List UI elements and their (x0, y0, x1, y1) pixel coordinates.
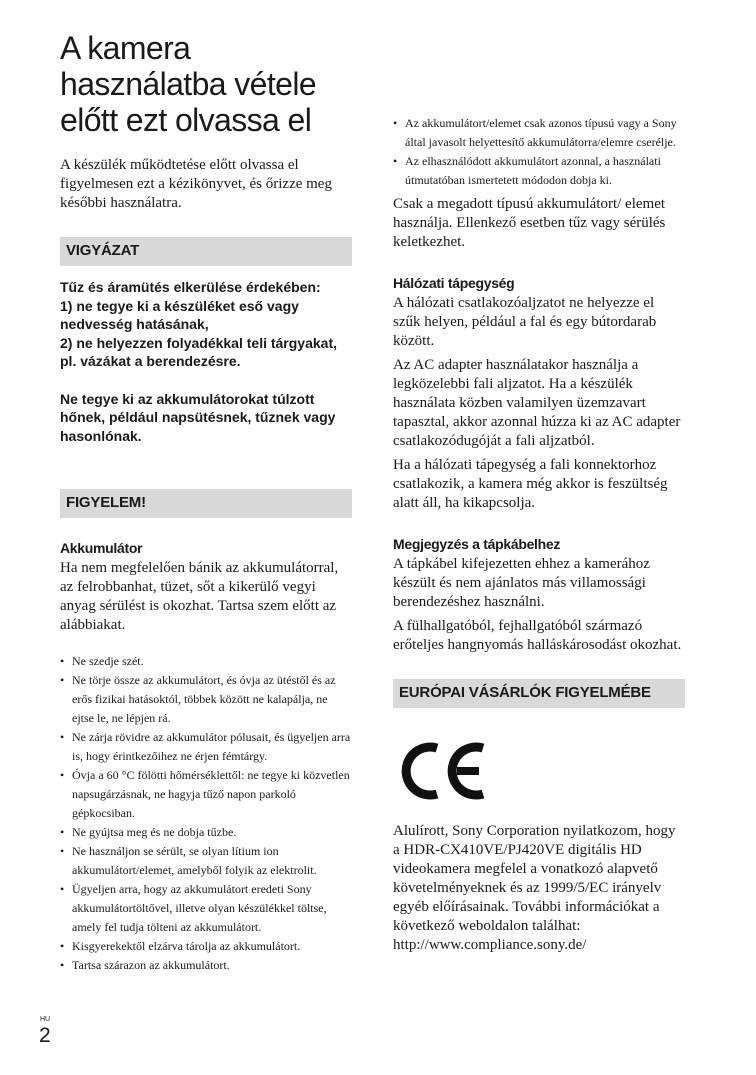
list-item: • Kisgyerekektől elzárva tárolja az akkumulátort. (60, 937, 352, 956)
list-item: • Ne használjon se sérült, se olyan lítium ion akkumulátort/elemet, amelyből folyik az elektrolit. (60, 842, 352, 880)
list-item: • Tartsa szárazon az akkumulátort. (60, 956, 352, 975)
eu-heading: EURÓPAI VÁSÁRLÓK FIGYELMÉBE (393, 679, 685, 708)
list-item: • Ne gyújtsa meg és ne dobja tűzbe. (60, 823, 352, 842)
list-item: • Az elhasználódott akkumulátort azonnal, a használati útmutatóban ismertetett módodon dobja ki. (393, 152, 685, 190)
list-item: • Ne zárja rövidre az akkumulátor pólusait, és ügyeljen arra is, hogy érintkezőihez ne érjen fémtárgy. (60, 728, 352, 766)
halozati-heading: Hálózati tápegység (393, 275, 515, 291)
intro-text: A készülék működtetése előtt olvassa el figyelmesen ezt a kézikönyvet, és őrizze meg későbbi használatra. (60, 157, 332, 211)
page-number: 2 (39, 1024, 51, 1047)
tapkabel-heading: Megjegyzés a tápkábelhez (393, 536, 561, 552)
page-title: A kamera használatba vétele előtt ezt olvassa el (60, 30, 317, 138)
vigyazat-heading: VIGYÁZAT (60, 237, 352, 266)
eu-declaration: Alulírott, Sony Corporation nyilatkozom, hogy a HDR-CX410VE/PJ420VE digitális HD videokamera megfelel a vonatkozó alapvető követelményeknek és az 1999/5/EC irányelv egyéb előírásainak. További információkat a következő weboldalon találhat: (393, 823, 676, 934)
halozati-p3: Ha a hálózati tápegység a fali konnektorhoz csatlakozik, a kamera még akkor is feszültség alatt áll, ha kikapcsolja. (393, 457, 668, 511)
vigyazat-warning-1 (60, 278, 352, 371)
list-item: • Az akkumulátort/elemet csak azonos típusú vagy a Sony által javasolt helyettesítő akkumulátorra/elemre cserélje. (393, 114, 685, 152)
list-item: • Ügyeljen arra, hogy az akkumulátort eredeti Sony akkumulátortöltővel, illetve olyan készülékkel töltse, amely fel tudja tölteni az akkumulátort. (60, 880, 352, 937)
ce-mark-logo (395, 738, 487, 804)
akkumulator-list (60, 652, 352, 975)
list-item: • Óvja a 60 °C fölötti hőmérséklettől: ne tegye ki közvetlen napsugárzásnak, ne hagyja tűző napon parkoló gépkocsiban. (60, 766, 352, 823)
akkumulator-text: Ha nem megfelelően bánik az akkumulátorral, az felrobbanhat, tüzet, sőt a kikerülő vegyi anyag sérülést is okozhat. Tartsa szem előtt az alábbiakat. (60, 560, 339, 633)
tapkabel-p1: A tápkábel kifejezetten ehhez a kamerához készült és nem ajánlatos más villamossági berendezéshez használni. (393, 556, 650, 610)
compliance-url: http://www.compliance.sony.de/ (393, 937, 587, 953)
battery-note: Csak a megadott típusú akkumulátort/ elemet használja. Ellenkező esetben tűz vagy sérülés keletkezhet. (393, 196, 666, 250)
battery-replacement-list (393, 114, 685, 190)
warning-line: Tűz és áramütés elkerülése érdekében: (60, 279, 321, 295)
list-item: • Ne törje össze az akkumulátort, és óvja az ütéstől és az erős fizikai hatásoktól, többek között ne kalapálja, ne ejtse le, ne lépjen rá. (60, 671, 352, 728)
right-column (393, 114, 685, 955)
warning-line: 2) ne helyezzen folyadékkal teli tárgyakat, pl. vázákat a berendezésre. (60, 334, 338, 369)
halozati-p2: Az AC adapter használatakor használja a legközelebbi fali aljzatot. Ha a készülék használata közben valamilyen üzemzavart tapasztal, akkor azonnal húzza ki az AC adapter csatlakozódugóját a fali aljzatból. (393, 357, 681, 449)
list-item: • Ne szedje szét. (60, 652, 352, 671)
page-language: HU (40, 1016, 51, 1023)
figyelem-heading: FIGYELEM! (60, 489, 352, 518)
halozati-p1: A hálózati csatlakozóaljzatot ne helyezze el szűk helyen, például a fal és egy bútordarab között. (393, 295, 657, 349)
warning-line: 1) ne tegye ki a készüléket eső vagy nedvesség hatásának, (60, 297, 299, 332)
akkumulator-heading: Akkumulátor (60, 540, 143, 556)
left-column (60, 30, 352, 975)
vigyazat-warning-2: Ne tegye ki az akkumulátorokat túlzott hőnek, például napsütésnek, tűznek vagy hasonlónak. (60, 390, 336, 444)
tapkabel-p2: A fülhallgatóból, fejhallgatóból származó erőteljes hangnyomás halláskárosodást okozhat. (393, 618, 682, 653)
